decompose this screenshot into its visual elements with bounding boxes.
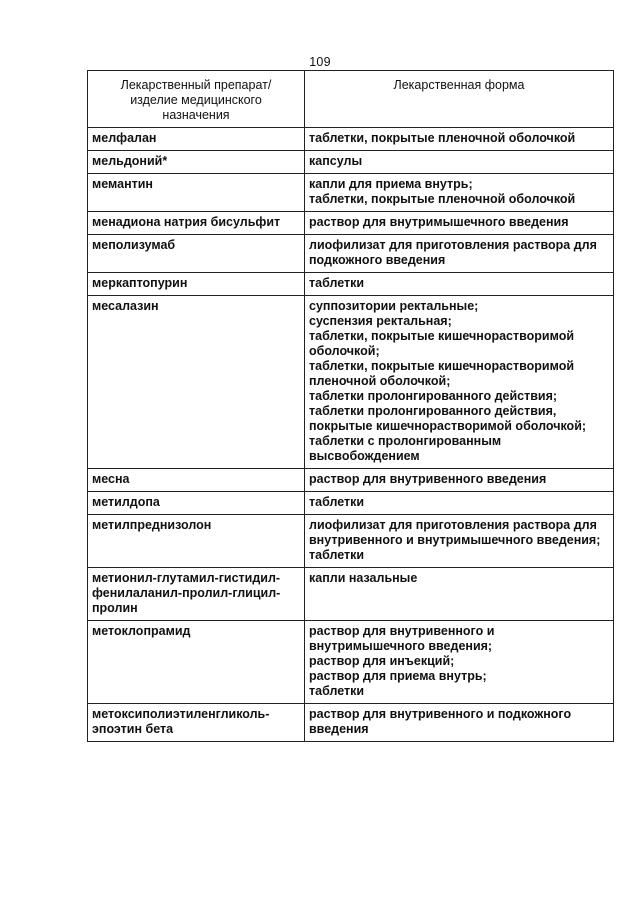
drug-name-cell: месалазин [88,296,305,469]
table-header-row [88,71,614,128]
drug-name-cell: метоксиполиэтиленгликоль- эпоэтин бета [88,704,305,742]
table-row [88,151,614,174]
drug-name-cell: мемантин [88,174,305,212]
dosage-form-cell: раствор для внутривенного введения [305,469,614,492]
table-row [88,621,614,704]
dosage-form-cell: лиофилизат для приготовления раствора для внутривенного и внутримышечного введения; таблетки [305,515,614,568]
header-dosage-form: Лекарственная форма [305,71,614,128]
dosage-form-cell: таблетки [305,492,614,515]
table-row [88,296,614,469]
table-row [88,492,614,515]
drug-name-cell: мельдоний* [88,151,305,174]
drug-name-cell: месна [88,469,305,492]
dosage-form-cell: раствор для внутривенного и подкожного введения [305,704,614,742]
drug-name-cell: меркаптопурин [88,273,305,296]
table-row [88,704,614,742]
drug-table [87,70,614,742]
table-row [88,273,614,296]
drug-name-cell: метилпреднизолон [88,515,305,568]
table-row [88,212,614,235]
table-row [88,515,614,568]
dosage-form-cell: таблетки, покрытые пленочной оболочкой [305,128,614,151]
page-number: 109 [309,55,331,69]
dosage-form-cell: раствор для внутримышечного введения [305,212,614,235]
table-row [88,128,614,151]
table-row [88,568,614,621]
dosage-form-cell: капсулы [305,151,614,174]
table-row [88,235,614,273]
dosage-form-cell: раствор для внутривенного и внутримышечного введения; раствор для инъекций; раствор для приема внутрь; таблетки [305,621,614,704]
header-drug-name: Лекарственный препарат/ изделие медицинского назначения [88,71,305,128]
drug-name-cell: менадиона натрия бисульфит [88,212,305,235]
drug-name-cell: метилдопа [88,492,305,515]
dosage-form-cell: таблетки [305,273,614,296]
dosage-form-cell: суппозитории ректальные; суспензия ректальная; таблетки, покрытые кишечнорастворимой оболочкой; таблетки, покрытые кишечнорастворимой пленочной оболочкой; таблетки пролонгированного действия; таблетки пролонгированного действия, покрытые кишечнорастворимой оболочкой; таблетки с пролонгированным высвобождением [305,296,614,469]
drug-name-cell: метоклопрамид [88,621,305,704]
drug-name-cell: меполизумаб [88,235,305,273]
drug-name-cell: мелфалан [88,128,305,151]
drug-name-cell: метионил-глутамил-гистидил- фенилаланил-пролил-глицил- пролин [88,568,305,621]
table-row [88,174,614,212]
table-row [88,469,614,492]
dosage-form-cell: лиофилизат для приготовления раствора для подкожного введения [305,235,614,273]
dosage-form-cell: капли для приема внутрь; таблетки, покрытые пленочной оболочкой [305,174,614,212]
dosage-form-cell: капли назальные [305,568,614,621]
